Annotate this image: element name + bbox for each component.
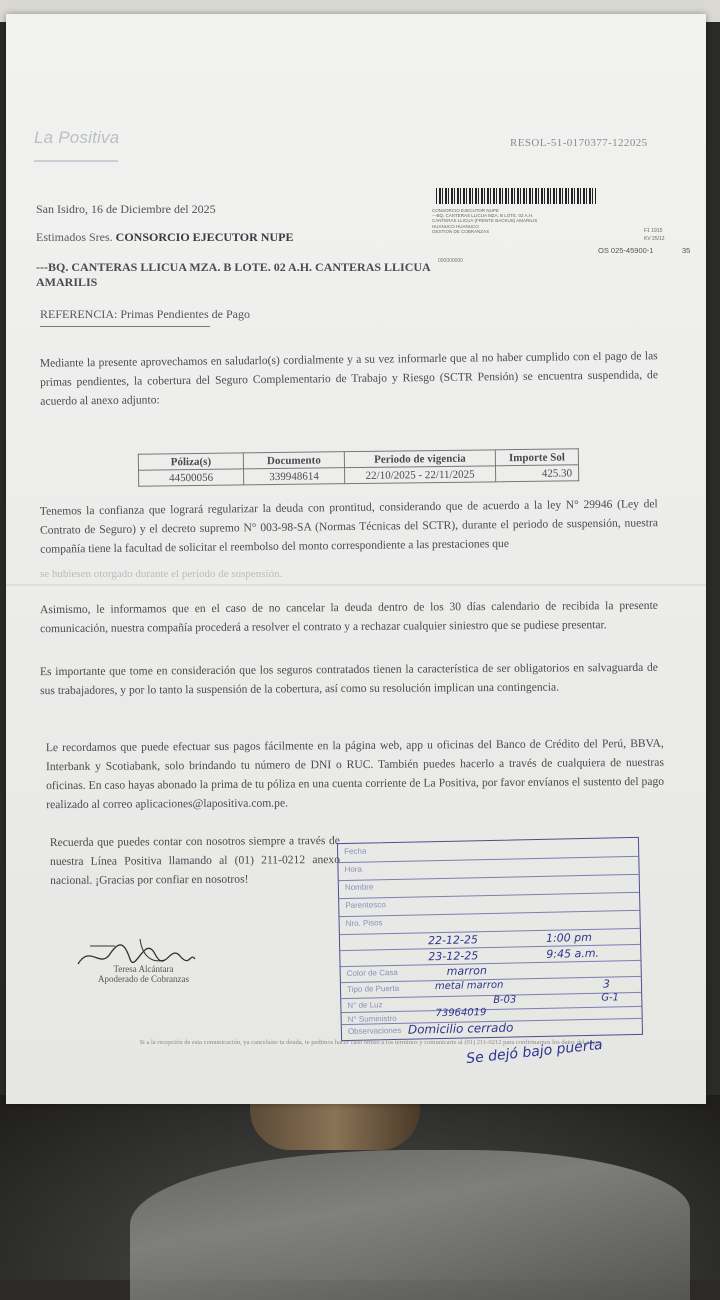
footer-note: Si a la recepción de esta comunicación, ya cancelaste tu deuda, te pedimos hacer caso omiso a los términos y comunicarte al (01) 211-0212 para confirmarnos los datos del pago. — [139, 1039, 601, 1046]
logo-underline — [34, 160, 118, 162]
paragraph-contact: Recuerda que puedes contar con nosotros siempre a través de nuestra Línea Positiva llamando al (01) 211-0212 anexo nacional. ¡Gracias por confiar en nosotros! — [49, 833, 341, 888]
cell-document: 339948614 — [244, 468, 345, 485]
hw-observations: Domicilio cerrado — [407, 1020, 514, 1037]
cell-policy: 44500056 — [139, 469, 244, 486]
delivery-stamp: Fecha Hora Nombre Parentesco Nro. Pisos Color de Casa Tipo de Puerta N° de Luz N° Suministro Observaciones 22-12-25 1:00 pm 23-12-25 9:45 a.m. marron metal marron 3 B-03 G-1 73964019 Domicilio cerrado — [337, 837, 643, 1041]
hw-light: B-03 — [493, 994, 517, 1006]
signatory-title: Apoderado de Cobranzas — [98, 974, 189, 984]
hw-meter: G-1 — [601, 992, 620, 1004]
fabric-fold — [130, 1150, 690, 1300]
hw-date-1: 22-12-25 — [427, 933, 479, 948]
paragraph-payment: Le recordamos que puede efectuar sus pagos fácilmente en la página web, app u oficinas del Banco de Crédito del Perú, BBVA, Interbank y Scotiabank, solo brindando tu número de DNI o RUC. También puedes hacerlo a través de cualquiera de nuestras oficinas. En caso hayas abonado la prima de tu póliza en una cuenta corriente de La Positiva, por favor envíanos el sustento del pago realizado al correo aplicaciones@lapositiva.com.pe. — [45, 736, 665, 812]
barcode-side-2: KV 25/12 — [644, 236, 665, 242]
greeting-prefix: Estimados Sres. — [36, 230, 113, 244]
hw-date-2: 23-12-25 — [428, 949, 479, 964]
barcode-icon — [436, 188, 596, 204]
letter-date: San Isidro, 16 de Diciembre del 2025 — [36, 202, 216, 216]
barcode-address-lines: CONSORCIO EJECUTOR NUPE ---BQ. CANTERAS LLICUA MZA. B LOTE. 02 A.H. CANTERAS LLICUA (FRENTE BACKUS) AMARILIS HUANUCO HUANUCO GESTION DE COBRANZAS — [432, 208, 538, 234]
hw-time-1: 1:00 pm — [545, 930, 593, 945]
recipient-name: CONSORCIO EJECUTOR NUPE — [115, 230, 294, 244]
reference-underline — [40, 326, 210, 327]
resolution-code: RESOL-51-0170377-122025 — [510, 137, 648, 149]
hw-door: metal marron — [434, 979, 504, 993]
letter-sheet — [6, 14, 706, 1104]
greeting — [36, 230, 293, 245]
route-code: OS 025-45900-1 — [598, 246, 654, 255]
barcode-number: 000000000 — [438, 258, 464, 264]
paragraph-suspension: Mediante la presente aprovechamos en saludarlo(s) cordialmente y a su vez informarle que al no haber cumplido con el pago de las primas pendientes, la cobertura del Seguro Complementario de Trabajo y Riesgo (SCTR Pensión) se encuentra suspendida, de acuerdo al anexo adjunto: — [39, 349, 659, 408]
header-document: Documento — [243, 452, 344, 469]
recipient-address: ---BQ. CANTERAS LLICUA MZA. B LOTE. 02 A.H. CANTERAS LLICUA AMARILIS — [36, 260, 431, 289]
cell-period: 22/10/2025 - 22/11/2025 — [345, 466, 496, 484]
faded-line: se hubiesen otorgado durante el periodo de suspensión. — [40, 568, 283, 580]
handwritten-note: Se dejó bajo puerta — [465, 1036, 604, 1068]
header-policy: Póliza(s) — [138, 453, 243, 470]
paper-fold — [6, 584, 706, 586]
cell-amount: 425.30 — [495, 465, 578, 482]
policy-table — [138, 448, 579, 486]
header-amount: Importe Sol — [495, 449, 578, 466]
hw-color: marron — [446, 964, 487, 978]
paragraph-deadline: Asimismo, le informamos que en el caso de no cancelar la deuda dentro de los 30 días calendario de recibida la presente comunicación, nuestra compañía procederá a resolver el contrato y a rechazar cualquier siniestro que se pudiese presentar. — [39, 598, 658, 636]
signatory — [98, 964, 189, 984]
reference-line: REFERENCIA: Primas Pendientes de Pago — [40, 307, 250, 321]
company-logo: La Positiva — [34, 128, 120, 147]
route-number: 35 — [682, 246, 691, 255]
hw-floors: 3 — [602, 977, 611, 991]
signatory-name: Teresa Alcántara — [113, 964, 174, 974]
barcode-side-1: F1 1915 — [644, 228, 663, 234]
paragraph-obligation: Es importante que tome en consideración que los seguros contratados tienen la característica de ser obligatorios en salvaguarda de sus trabajadores, y por lo tanto la suspensión de la cobertura, así como su resolución implican una contingencia. — [39, 660, 658, 698]
paragraph-law: Tenemos la confianza que logrará regularizar la deuda con prontitud, considerando que de acuerdo a la ley N° 29946 (Ley del Contrato de Seguro) y el decreto supremo N° 003-98-SA (Normas Técnicas del SCTR), durante el periodo de suspensión, nuestra compañía tiene la facultad de solicitar el reembolso del monto correspondiente a las prestaciones que — [39, 497, 659, 556]
hw-supply: 73964019 — [435, 1007, 487, 1020]
header-period: Periodo de vigencia — [344, 450, 495, 468]
hw-time-2: 9:45 a.m. — [546, 946, 600, 961]
barcode-label — [424, 184, 694, 266]
